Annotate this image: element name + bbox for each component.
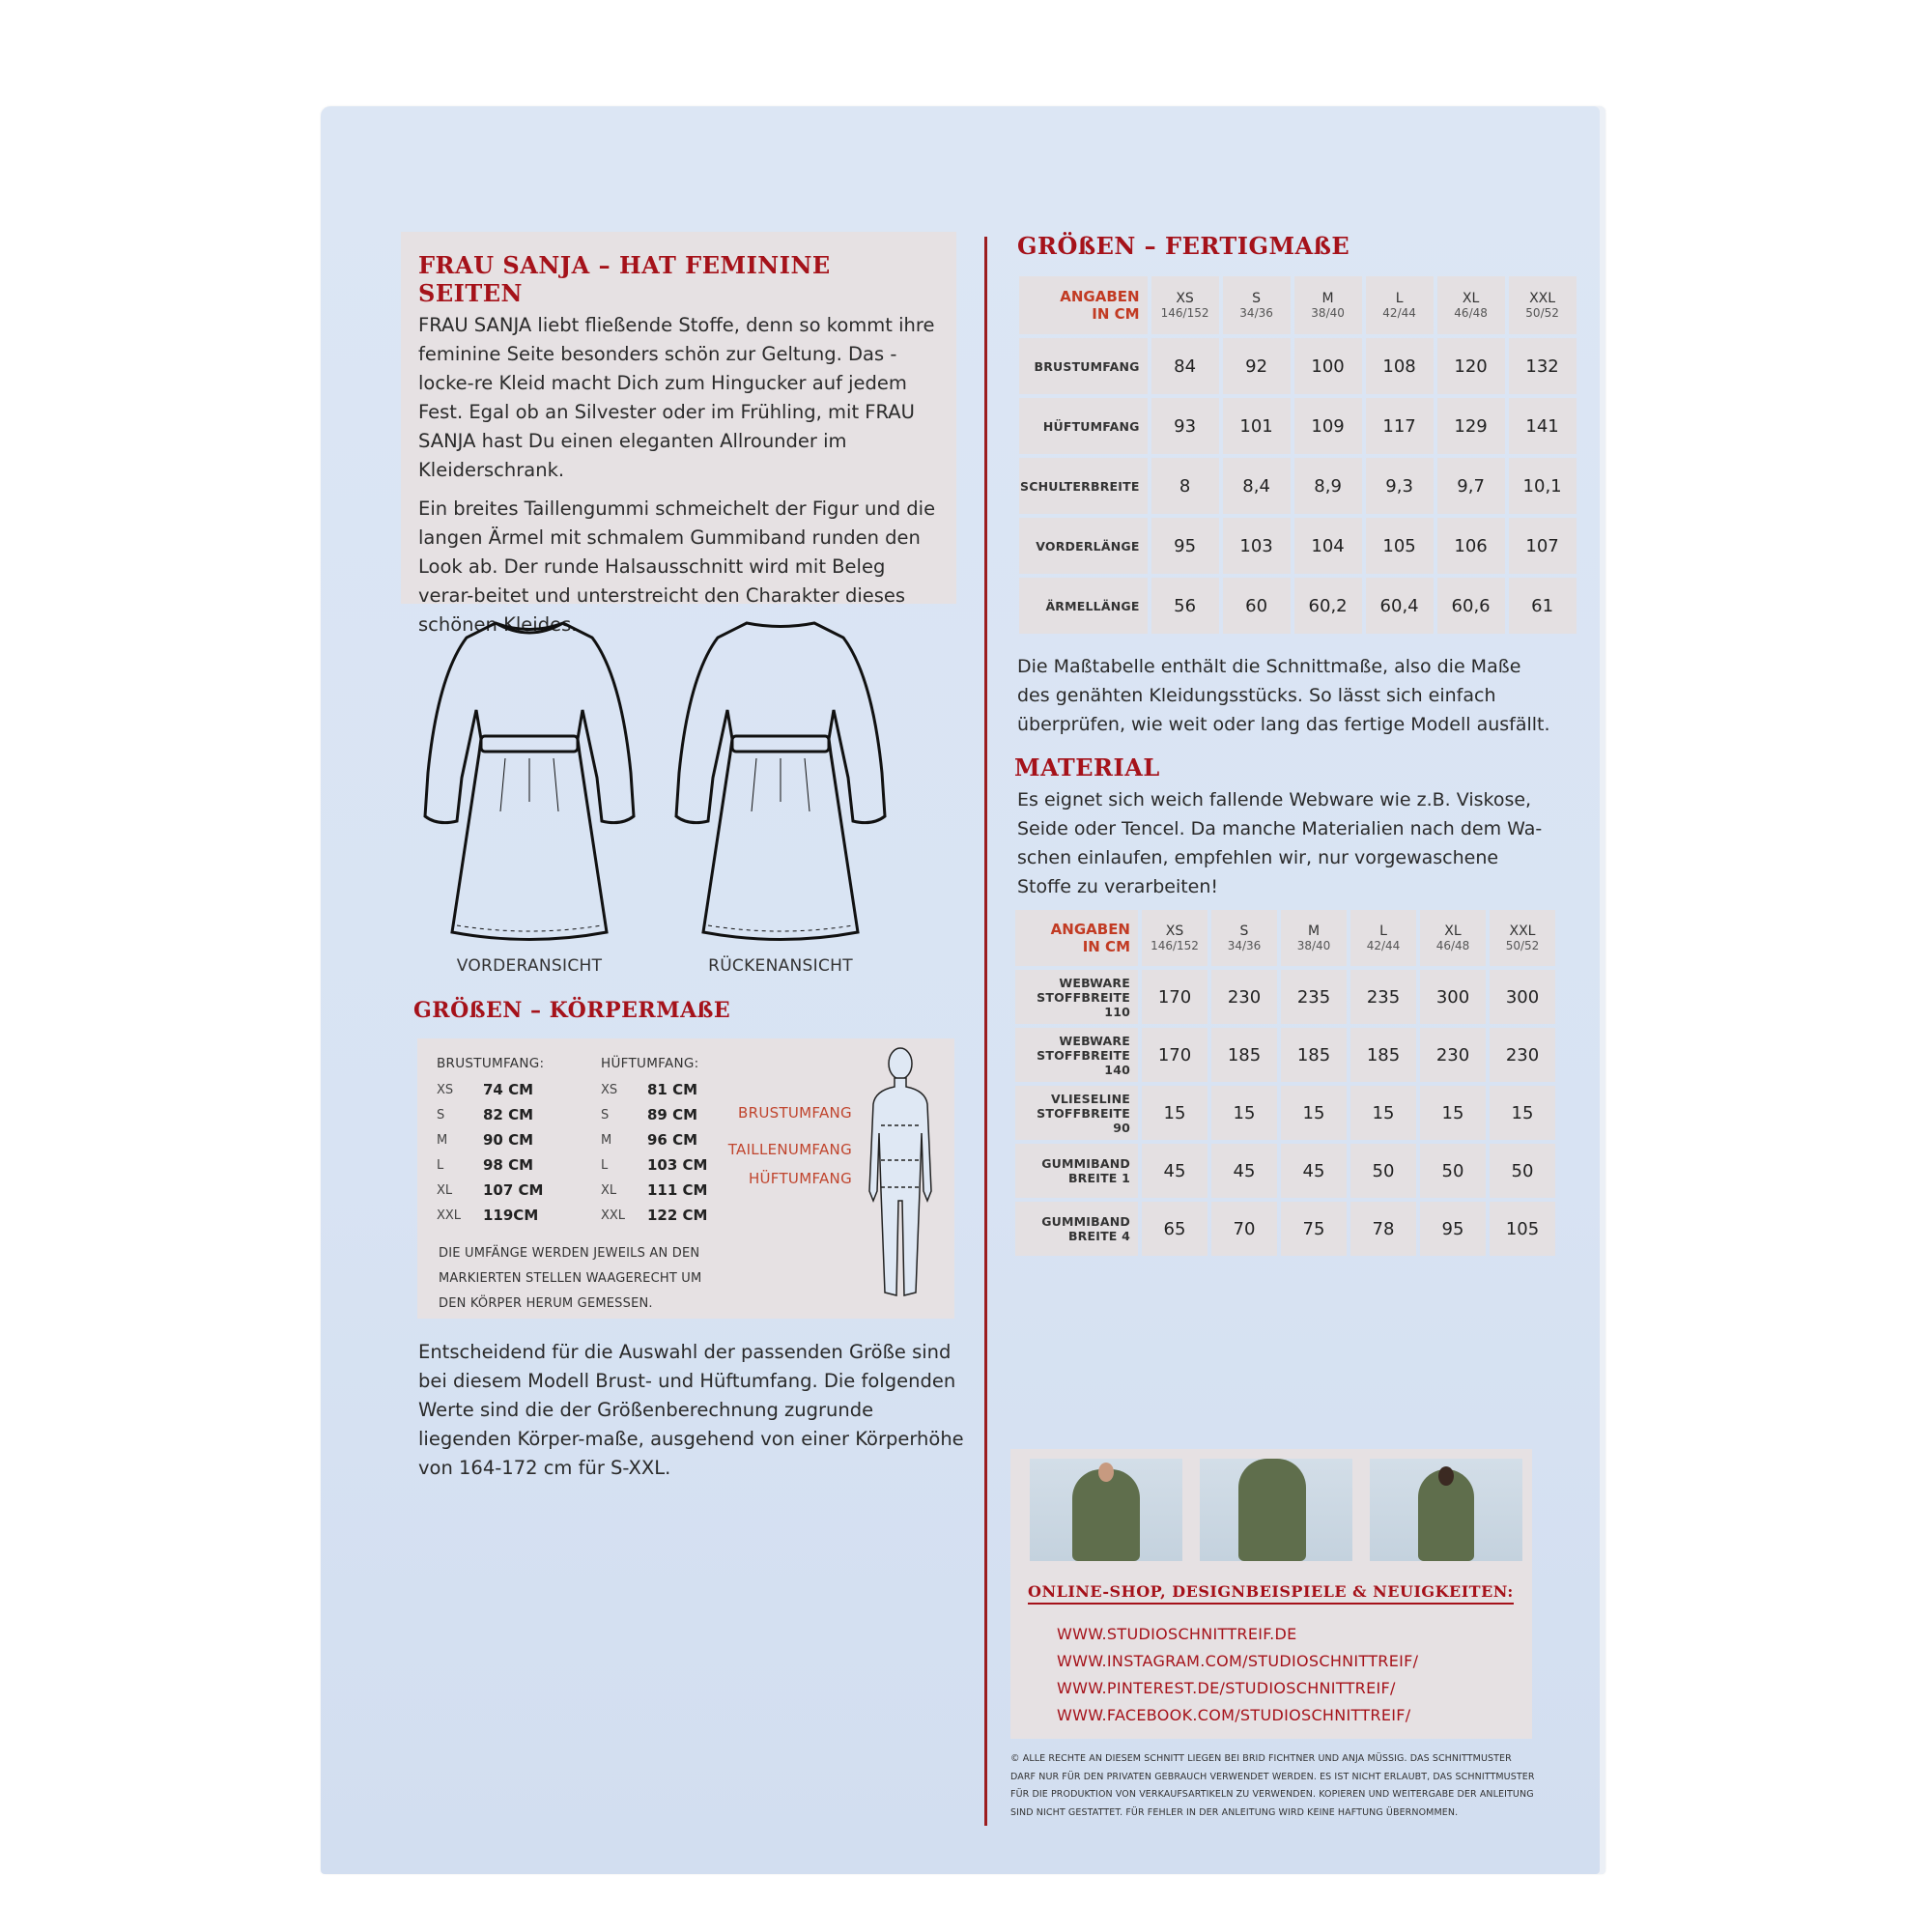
table-cell: 185 (1350, 1028, 1416, 1082)
table-cell: 230 (1211, 970, 1277, 1024)
size-label: L (437, 1157, 444, 1173)
intro-paragraph-1: FRAU SANJA liebt fließende Stoffe, denn so kommt ihre feminine Seite besonders schön zur Geltung. Das -locke-re Kleid macht Dich zum Hingucker auf jedem Fest. Egal ob an Silvester oder im Frühling, mit FRAU SANJA hast Du einen eleganten Allrounder im Kleiderschrank. (418, 314, 935, 481)
table-cell: 300 (1420, 970, 1486, 1024)
size-label: XXL (601, 1208, 626, 1223)
table-cell: 101 (1223, 398, 1291, 454)
table-cell: 50 (1490, 1144, 1555, 1198)
intro-title: FRAU SANJA – HAT FEMININE SEITEN (418, 251, 831, 307)
table-cell: 103 (1223, 518, 1291, 574)
size-label: XS (437, 1082, 454, 1097)
note-line: DIE UMFÄNGE WERDEN JEWEILS AN DEN (439, 1246, 700, 1261)
table-cell: 120 (1437, 338, 1505, 394)
size-value: 103 CM (647, 1156, 708, 1174)
bust-column (437, 1056, 544, 1228)
back-view-label: RÜCKENANSICHT (708, 956, 853, 976)
note-line: MARKIERTEN STELLEN WAAGERECHT UM (439, 1271, 702, 1286)
design-photos (1030, 1459, 1522, 1561)
size-value: 98 CM (483, 1156, 534, 1174)
table-cell: 61 (1509, 578, 1577, 634)
link-facebook[interactable]: WWW.FACEBOOK.COM/STUDIOSCHNITTREIF/ (1057, 1706, 1411, 1724)
finished-measurements-table (1015, 272, 1580, 638)
size-header: XL 46/48 (1437, 276, 1505, 334)
size-value: 111 CM (647, 1181, 708, 1199)
hip-row (601, 1178, 707, 1203)
table-cell: 45 (1211, 1144, 1277, 1198)
table-cell: 15 (1350, 1086, 1416, 1140)
row-label: SCHULTERBREITE (1019, 458, 1148, 514)
measurement-note (439, 1241, 701, 1317)
column-divider (984, 237, 987, 1826)
size-label: XL (437, 1182, 453, 1198)
table-cell: 8,4 (1223, 458, 1291, 514)
material-table (1011, 906, 1559, 1260)
table-cell: 15 (1420, 1086, 1486, 1140)
figure-label-hip: HÜFTUMFANG (748, 1170, 852, 1187)
hip-row (601, 1102, 707, 1127)
table-cell: 15 (1142, 1086, 1208, 1140)
table-row (1015, 1144, 1555, 1198)
size-header: XS 146/152 (1151, 276, 1219, 334)
shop-links (1057, 1621, 1418, 1729)
bust-row (437, 1178, 544, 1203)
row-label: BRUSTUMFANG (1019, 338, 1148, 394)
table-cell: 75 (1281, 1202, 1347, 1256)
table-cell: 95 (1151, 518, 1219, 574)
model-photo-side (1200, 1459, 1352, 1561)
bust-row (437, 1152, 544, 1178)
unit-header: ANGABEN IN CM (1019, 276, 1148, 334)
table-cell: 60,4 (1366, 578, 1434, 634)
unit-header: ANGABEN IN CM (1015, 910, 1138, 966)
row-label: ÄRMELLÄNGE (1019, 578, 1148, 634)
front-view-label: VORDERANSICHT (456, 956, 603, 976)
material-title: MATERIAL (1014, 753, 1160, 781)
bust-row (437, 1127, 544, 1152)
table-cell: 95 (1420, 1202, 1486, 1256)
table-cell: 9,7 (1437, 458, 1505, 514)
size-header: XL 46/48 (1420, 910, 1486, 966)
model-photo-back (1370, 1459, 1522, 1561)
size-header: S 34/36 (1223, 276, 1291, 334)
finished-measurements-title: GRÖßEN – FERTIGMAßE (1017, 232, 1350, 260)
table-cell: 132 (1509, 338, 1577, 394)
size-selection-text: Entscheidend für die Auswahl der passenden Größe sind bei diesem Modell Brust- und Hüftumfang. Die folgenden Werte sind die der Größenberechnung zugrunde liegenden Körper-maße, ausgehend von einer Körperhöhe von 164-172 cm für S-XXL. (418, 1341, 964, 1479)
model-photo-front (1030, 1459, 1182, 1561)
table-cell: 300 (1490, 970, 1555, 1024)
table-cell: 105 (1366, 518, 1434, 574)
row-label: HÜFTUMFANG (1019, 398, 1148, 454)
row-label: WEBWARE STOFFBREITE 110 (1015, 970, 1138, 1024)
dress-sketches (406, 618, 966, 985)
intro-box (401, 232, 956, 636)
figure-label-bust: BRUSTUMFANG (738, 1104, 852, 1122)
note-line: DEN KÖRPER HERUM GEMESSEN. (439, 1296, 653, 1311)
size-value: 74 CM (483, 1081, 534, 1098)
size-value: 122 CM (647, 1207, 708, 1224)
hip-column (601, 1056, 707, 1228)
table-cell: 8 (1151, 458, 1219, 514)
copyright-notice: © ALLE RECHTE AN DIESEM SCHNITT LIEGEN BEI BRID FICHTNER UND ANJA MÜSSIG. DAS SCHNITTMUSTER DARF NUR FÜR DEN PRIVATEN GEBRAUCH VERWENDET WERDEN. ES IST NICHT ERLAUBT, DAS SCHNITTMUSTER FÜR DIE PRODUKTION VON VERKAUFSARTIKELN ZU VERWENDEN. KOPIEREN UND WEITERGABE DER ANLEITUNG SIND NICHT GESTATTET. FÜR FEHLER IN DER ANLEITUNG WIRD KEINE HAFTUNG ÜBERNOMMEN. (1010, 1753, 1535, 1818)
material-text: Es eignet sich weich fallende Webware wie z.B. Viskose, Seide oder Tencel. Da manche Materialien nach dem Wa-schen einlaufen, empfehlen wir, nur vorgewaschene Stoffe zu verarbeiten! (1017, 789, 1543, 897)
table-cell: 185 (1211, 1028, 1277, 1082)
row-label: WEBWARE STOFFBREITE 140 (1015, 1028, 1138, 1082)
hip-row (601, 1127, 707, 1152)
table-cell: 15 (1281, 1086, 1347, 1140)
table-header-row (1019, 276, 1577, 334)
table-cell: 78 (1350, 1202, 1416, 1256)
table-cell: 107 (1509, 518, 1577, 574)
size-header: M 38/40 (1294, 276, 1362, 334)
table-cell: 92 (1223, 338, 1291, 394)
row-label: GUMMIBAND BREITE 1 (1015, 1144, 1138, 1198)
table-header-row (1015, 910, 1555, 966)
table-cell: 60,6 (1437, 578, 1505, 634)
table-cell: 15 (1211, 1086, 1277, 1140)
table-cell: 235 (1281, 970, 1347, 1024)
table-row (1015, 1028, 1555, 1082)
table-cell: 100 (1294, 338, 1362, 394)
table-cell: 45 (1142, 1144, 1208, 1198)
table-row (1015, 1086, 1555, 1140)
figure-label-waist: TAILLENUMFANG (727, 1141, 852, 1158)
size-header: L 42/44 (1366, 276, 1434, 334)
table-cell: 170 (1142, 1028, 1208, 1082)
size-label: XL (601, 1182, 617, 1198)
size-value: 96 CM (647, 1131, 698, 1149)
link-instagram[interactable]: WWW.INSTAGRAM.COM/STUDIOSCHNITTREIF/ (1057, 1652, 1419, 1670)
table-cell: 65 (1142, 1202, 1208, 1256)
size-label: XS (601, 1082, 618, 1097)
table-cell: 106 (1437, 518, 1505, 574)
table-cell: 56 (1151, 578, 1219, 634)
table-row (1019, 398, 1577, 454)
size-header: XXL 50/52 (1490, 910, 1555, 966)
table-cell: 108 (1366, 338, 1434, 394)
hip-row (601, 1077, 707, 1102)
size-header: S 34/36 (1211, 910, 1277, 966)
size-header: L 42/44 (1350, 910, 1416, 966)
size-value: 82 CM (483, 1106, 534, 1123)
table-row (1015, 970, 1555, 1024)
body-figure-icon (862, 1046, 939, 1307)
intro-paragraph-2: Ein breites Taillengummi schmeichelt der Figur und die langen Ärmel mit schmalem Gummiband runden den Look ab. Der runde Halsausschnitt wird mit Beleg verar-beitet und unterstreicht den Charakter dieses schönen Kleides. (418, 497, 936, 636)
table-cell: 93 (1151, 398, 1219, 454)
size-header: XS 146/152 (1142, 910, 1208, 966)
table-cell: 129 (1437, 398, 1505, 454)
table-cell: 105 (1490, 1202, 1555, 1256)
intro-text (418, 311, 939, 639)
body-measurements-title: GRÖßEN – KÖRPERMAßE (413, 998, 731, 1023)
size-label: S (601, 1107, 610, 1122)
table-cell: 70 (1211, 1202, 1277, 1256)
row-label: GUMMIBAND BREITE 4 (1015, 1202, 1138, 1256)
bust-row (437, 1102, 544, 1127)
hip-row (601, 1152, 707, 1178)
size-label: L (601, 1157, 609, 1173)
table-cell: 117 (1366, 398, 1434, 454)
dress-back-sketch-icon (665, 618, 896, 947)
size-label: S (437, 1107, 445, 1122)
dress-front-sketch-icon (413, 618, 645, 947)
size-value: 89 CM (647, 1106, 698, 1123)
table-cell: 109 (1294, 398, 1362, 454)
size-header: M 38/40 (1281, 910, 1347, 966)
table-cell: 185 (1281, 1028, 1347, 1082)
size-value: 107 CM (483, 1181, 544, 1199)
table-row (1015, 1202, 1555, 1256)
table-cell: 15 (1490, 1086, 1555, 1140)
bust-row (437, 1203, 544, 1228)
table-cell: 50 (1350, 1144, 1416, 1198)
link-website[interactable]: WWW.STUDIOSCHNITTREIF.DE (1057, 1625, 1297, 1643)
size-header: XXL 50/52 (1509, 276, 1577, 334)
table-cell: 9,3 (1366, 458, 1434, 514)
table-cell: 141 (1509, 398, 1577, 454)
table-row (1019, 338, 1577, 394)
table-cell: 230 (1490, 1028, 1555, 1082)
table-cell: 235 (1350, 970, 1416, 1024)
table-cell: 60 (1223, 578, 1291, 634)
row-label: VORDERLÄNGE (1019, 518, 1148, 574)
table-cell: 60,2 (1294, 578, 1362, 634)
body-measurements-box (417, 1038, 954, 1319)
table-cell: 170 (1142, 970, 1208, 1024)
table-row (1019, 518, 1577, 574)
row-label: VLIESELINE STOFFBREITE 90 (1015, 1086, 1138, 1140)
size-label: M (601, 1132, 612, 1148)
table-row (1019, 458, 1577, 514)
size-label: XXL (437, 1208, 462, 1223)
bust-row (437, 1077, 544, 1102)
table-cell: 230 (1420, 1028, 1486, 1082)
finished-measurements-text: Die Maßtabelle enthält die Schnittmaße, also die Maße des genähten Kleidungsstücks. So lässt sich einfach überprüfen, wie weit oder lang das fertige Modell ausfällt. (1017, 656, 1550, 735)
table-cell: 84 (1151, 338, 1219, 394)
size-value: 90 CM (483, 1131, 534, 1149)
bust-header: BRUSTUMFANG: (437, 1056, 545, 1071)
table-cell: 10,1 (1509, 458, 1577, 514)
hip-header: HÜFTUMFANG: (601, 1056, 699, 1071)
size-value: 81 CM (647, 1081, 698, 1098)
shop-box (1010, 1449, 1532, 1739)
hip-row (601, 1203, 707, 1228)
size-value: 119CM (483, 1207, 539, 1224)
table-cell: 8,9 (1294, 458, 1362, 514)
size-label: M (437, 1132, 448, 1148)
shop-title: ONLINE-SHOP, DESIGNBEISPIELE & NEUIGKEITEN: (1028, 1582, 1514, 1605)
table-row (1019, 578, 1577, 634)
table-cell: 50 (1420, 1144, 1486, 1198)
table-cell: 45 (1281, 1144, 1347, 1198)
link-pinterest[interactable]: WWW.PINTEREST.DE/STUDIOSCHNITTREIF/ (1057, 1679, 1396, 1697)
table-cell: 104 (1294, 518, 1362, 574)
